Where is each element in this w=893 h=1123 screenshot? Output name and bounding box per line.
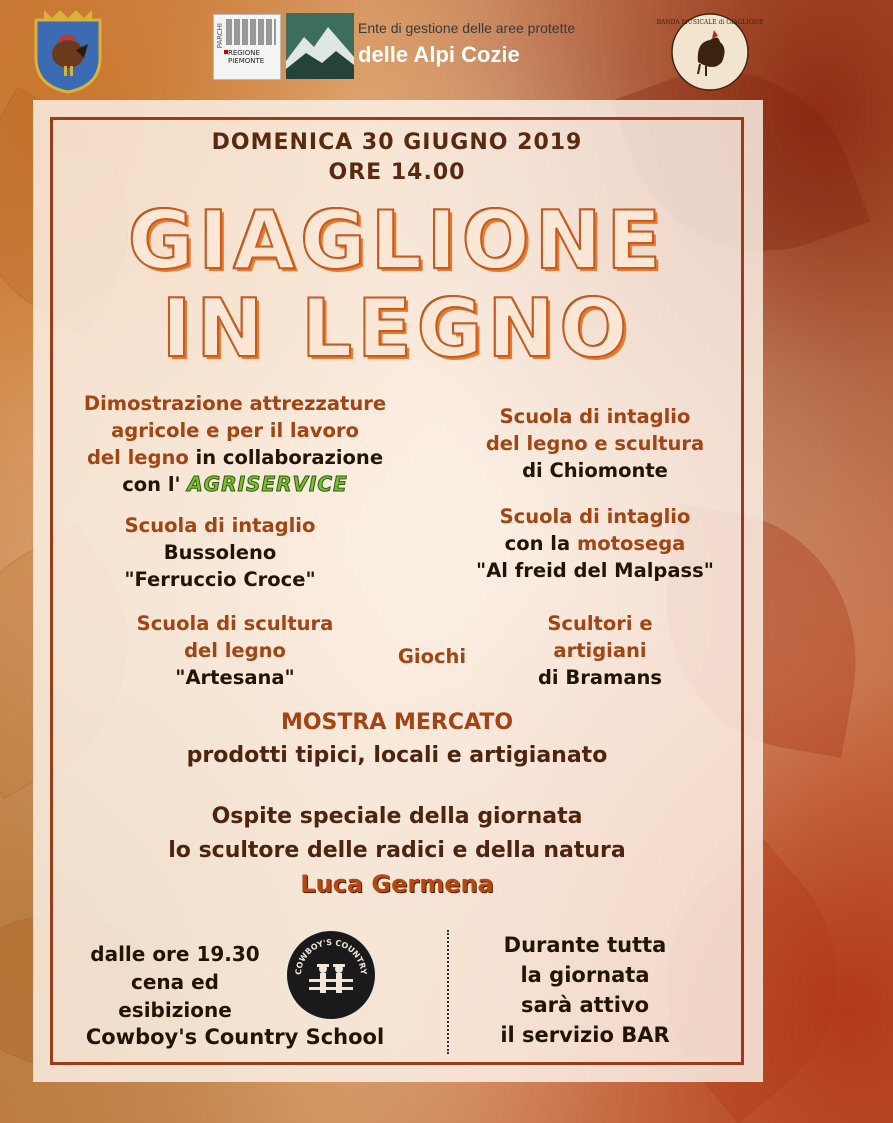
- demo-line3a: del legno: [86, 446, 196, 469]
- bramans-line1: Scultori e: [547, 612, 653, 635]
- cowboy-logo-text: COWBOY'S COUNTRY: [293, 937, 369, 976]
- regione-line2: PIEMONTE: [228, 57, 265, 65]
- agriservice-logo: AGRISERVICE: [187, 472, 348, 496]
- bar-line4: il servizio BAR: [500, 1023, 670, 1047]
- artesana-line2: del legno: [184, 639, 286, 662]
- badge-text: BANDA MUSICALE di GIAGLIONE: [656, 19, 764, 26]
- event-time: ORE 14.00: [328, 160, 466, 185]
- bussoleno-line3: "Ferruccio Croce": [124, 568, 316, 591]
- regione-label: [228, 49, 264, 65]
- regione-piemonte-logo: [213, 14, 281, 80]
- guest-line1: Ospite speciale della giornata: [211, 804, 583, 829]
- demo-line3b: in collaborazione: [195, 446, 384, 469]
- motosega-line2a: con la: [504, 532, 577, 555]
- evening-line4: Cowboy's Country School: [85, 1025, 385, 1049]
- artesana-line1: Scuola di scultura: [136, 612, 334, 635]
- motosega-line2b: motosega: [576, 532, 686, 555]
- bussoleno-line1: Scuola di intaglio: [124, 514, 316, 537]
- giochi-block: [372, 643, 492, 670]
- guest-line2: lo scultore delle radici e della natura: [168, 838, 626, 863]
- piemonte-grid-icon: [226, 19, 276, 45]
- giochi-label: Giochi: [397, 645, 467, 668]
- bramans-line3: di Bramans: [537, 666, 663, 689]
- artesana-line3: "Artesana": [175, 666, 295, 689]
- evening-block: [70, 940, 280, 1024]
- event-date: DOMENICA 30 GIUGNO 2019: [211, 130, 583, 155]
- market-subtitle: prodotti tipici, locali e artigianato: [186, 743, 608, 768]
- demo-block: [40, 390, 430, 498]
- demo-line4-wrap: [40, 471, 430, 498]
- bar-line3: sarà attivo: [520, 993, 650, 1017]
- guest-name: Luca Germena: [300, 870, 494, 898]
- motosega-block: [450, 503, 740, 584]
- cowboy-dancers-icon: [287, 931, 375, 1019]
- bar-line1: Durante tutta: [503, 933, 667, 957]
- motosega-line2-wrap: [450, 530, 740, 557]
- chiomonte-line3: di Chiomonte: [522, 459, 668, 482]
- evening-line3: esibizione: [118, 998, 232, 1022]
- rooster-badge-icon: [656, 12, 764, 92]
- demo-line4: con l': [122, 473, 181, 496]
- alpi-cozie-mountain-icon: [286, 13, 354, 79]
- demo-line2: agricole e per il lavoro: [111, 419, 359, 442]
- motosega-line3: "Al freid del Malpass": [476, 559, 714, 582]
- banda-musicale-badge: [656, 12, 764, 92]
- ente-title-small: Ente di gestione delle aree protette: [358, 20, 576, 36]
- event-title-line2: IN LEGNO: [161, 282, 633, 375]
- parchi-label: PARCHI: [216, 23, 224, 49]
- bramans-line2: artigiani: [553, 639, 647, 662]
- ente-title-large: delle Alpi Cozie: [358, 42, 520, 67]
- chiomonte-line1: Scuola di intaglio: [499, 405, 691, 428]
- municipal-crest-icon: [30, 6, 106, 94]
- bar-line2: la giornata: [520, 963, 650, 987]
- bramans-block: [500, 610, 700, 691]
- vertical-divider: [447, 930, 449, 1054]
- header-logos: [0, 0, 794, 100]
- demo-line1: Dimostrazione attrezzature: [83, 392, 387, 415]
- bar-block: [460, 930, 710, 1050]
- chiomonte-block: [460, 403, 730, 484]
- evening-line2: cena ed: [131, 970, 219, 994]
- event-title-line1: GIAGLIONE: [127, 194, 667, 287]
- market-title: MOSTRA MERCATO: [280, 710, 514, 735]
- svg-text:COWBOY'S COUNTRY SCHOOL: [287, 931, 368, 975]
- evening-line1: dalle ore 19.30: [90, 942, 260, 966]
- chiomonte-line2: del legno e scultura: [485, 432, 705, 455]
- bussoleno-line2: Bussoleno: [163, 541, 277, 564]
- cowboys-country-school-logo: [284, 928, 378, 1022]
- demo-line2-wrap: [40, 417, 430, 444]
- demo-line3-wrap: [40, 444, 430, 471]
- regione-line1: REGIONE: [228, 49, 260, 57]
- motosega-line1: Scuola di intaglio: [499, 505, 691, 528]
- artesana-block: [100, 610, 370, 691]
- bussoleno-block: [90, 512, 350, 593]
